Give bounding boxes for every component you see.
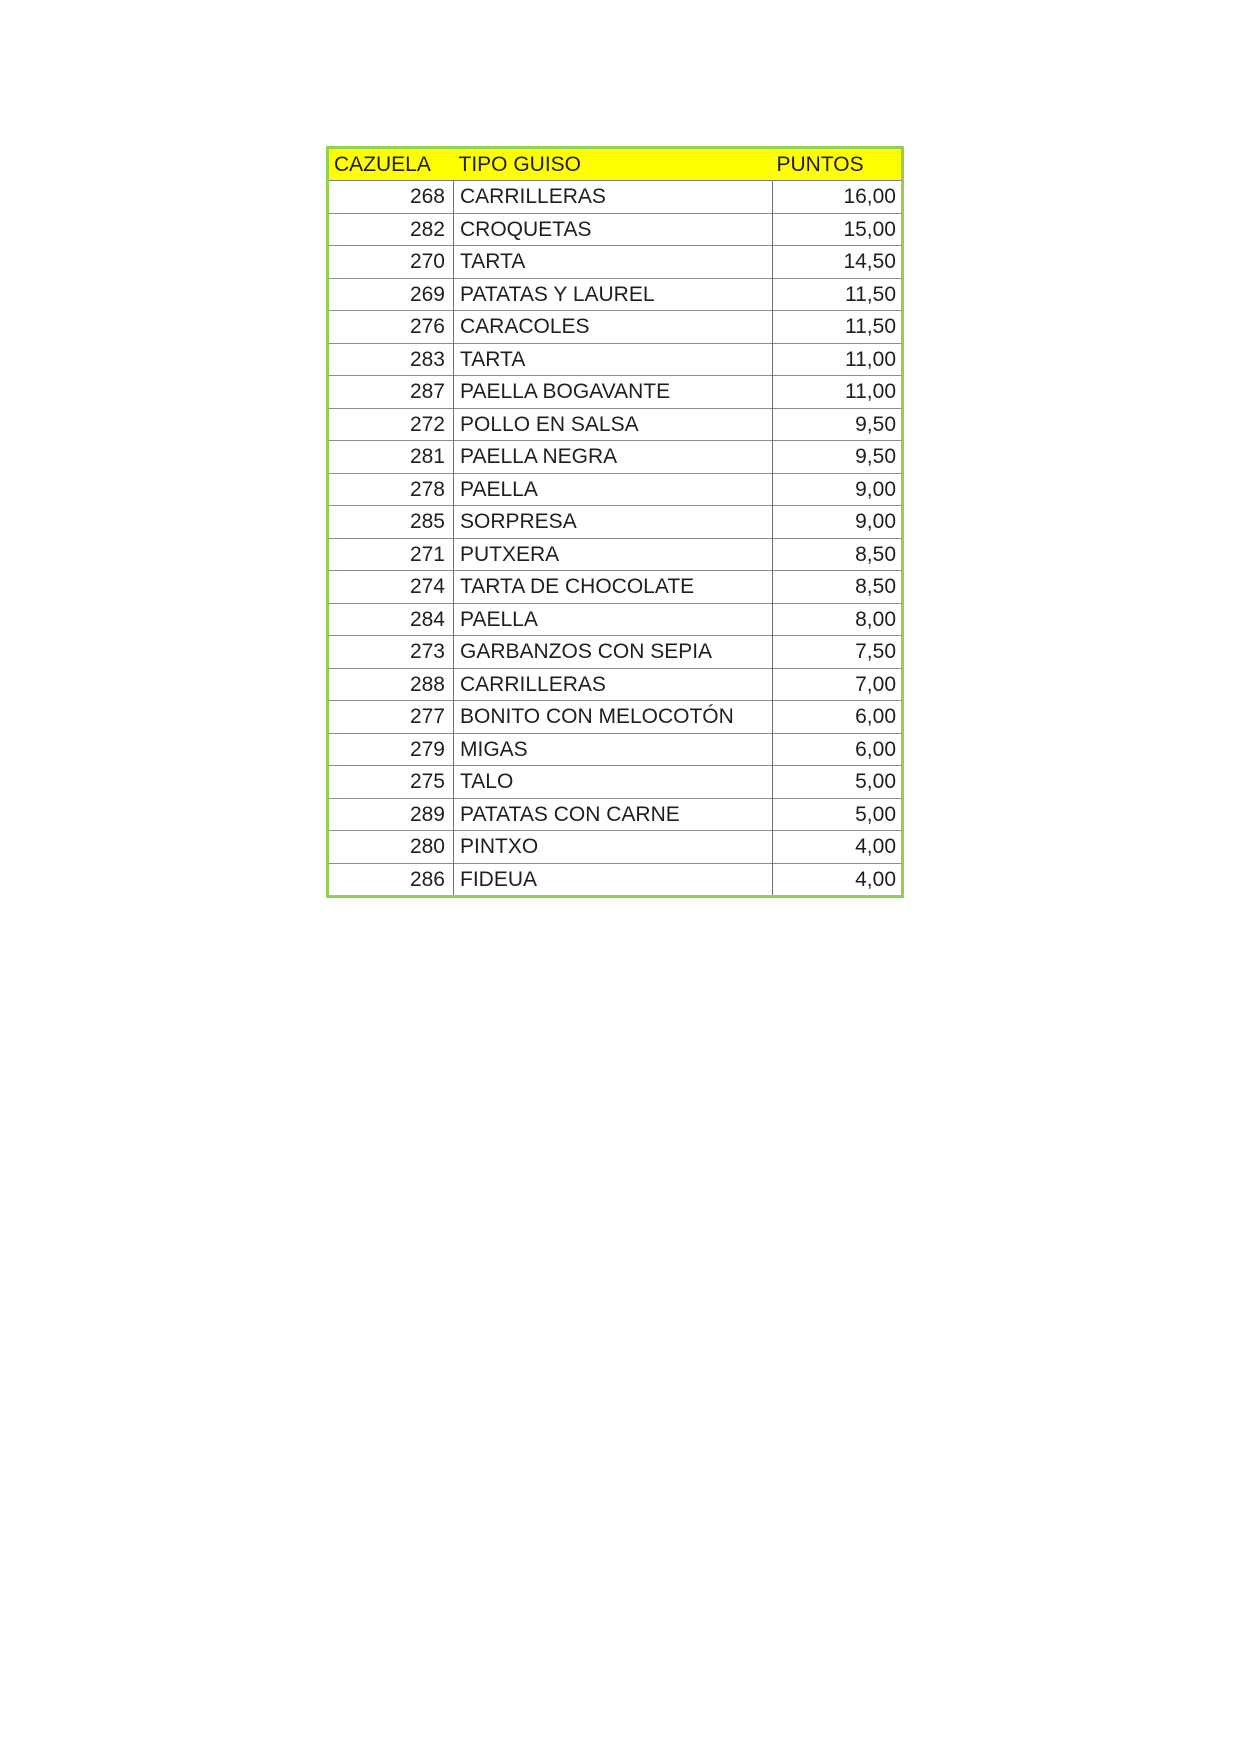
cell-tipo-guiso: PUTXERA xyxy=(454,538,773,571)
cazuelas-scores-table xyxy=(326,146,904,898)
cell-tipo-guiso: MIGAS xyxy=(454,733,773,766)
cell-tipo-guiso: PAELLA xyxy=(454,603,773,636)
cell-cazuela-number: 269 xyxy=(328,278,454,311)
cell-cazuela-number: 271 xyxy=(328,538,454,571)
cell-tipo-guiso: PAELLA xyxy=(454,473,773,506)
cell-puntos: 11,50 xyxy=(773,311,903,344)
table-row xyxy=(328,636,903,669)
cell-tipo-guiso: CARACOLES xyxy=(454,311,773,344)
cell-tipo-guiso: PINTXO xyxy=(454,831,773,864)
cell-puntos: 14,50 xyxy=(773,246,903,279)
cell-cazuela-number: 278 xyxy=(328,473,454,506)
table-row xyxy=(328,831,903,864)
table-header-row xyxy=(328,148,903,181)
cell-puntos: 5,00 xyxy=(773,766,903,799)
cell-puntos: 9,50 xyxy=(773,441,903,474)
cell-puntos: 11,00 xyxy=(773,376,903,409)
cell-puntos: 11,00 xyxy=(773,343,903,376)
cell-cazuela-number: 285 xyxy=(328,506,454,539)
table-row xyxy=(328,278,903,311)
cell-puntos: 5,00 xyxy=(773,798,903,831)
cell-cazuela-number: 282 xyxy=(328,213,454,246)
cell-tipo-guiso: TARTA xyxy=(454,343,773,376)
cell-puntos: 7,00 xyxy=(773,668,903,701)
cell-puntos: 4,00 xyxy=(773,831,903,864)
cell-cazuela-number: 289 xyxy=(328,798,454,831)
cell-tipo-guiso: PATATAS Y LAUREL xyxy=(454,278,773,311)
cell-cazuela-number: 279 xyxy=(328,733,454,766)
table-row xyxy=(328,441,903,474)
cell-cazuela-number: 270 xyxy=(328,246,454,279)
table-row xyxy=(328,311,903,344)
cell-cazuela-number: 275 xyxy=(328,766,454,799)
table-body xyxy=(328,181,903,897)
cell-cazuela-number: 276 xyxy=(328,311,454,344)
cell-cazuela-number: 273 xyxy=(328,636,454,669)
table-row xyxy=(328,798,903,831)
cell-tipo-guiso: TARTA DE CHOCOLATE xyxy=(454,571,773,604)
table-row xyxy=(328,571,903,604)
cell-puntos: 4,00 xyxy=(773,863,903,897)
table-row xyxy=(328,766,903,799)
cell-tipo-guiso: PAELLA BOGAVANTE xyxy=(454,376,773,409)
cell-tipo-guiso: TARTA xyxy=(454,246,773,279)
cell-tipo-guiso: PAELLA NEGRA xyxy=(454,441,773,474)
table-row xyxy=(328,701,903,734)
cell-tipo-guiso: PATATAS CON CARNE xyxy=(454,798,773,831)
table-row xyxy=(328,376,903,409)
column-header-tipo-guiso: TIPO GUISO xyxy=(454,148,773,181)
cell-puntos: 9,00 xyxy=(773,473,903,506)
table-row xyxy=(328,408,903,441)
cell-tipo-guiso: POLLO EN SALSA xyxy=(454,408,773,441)
cell-cazuela-number: 286 xyxy=(328,863,454,897)
cell-tipo-guiso: GARBANZOS CON SEPIA xyxy=(454,636,773,669)
cell-puntos: 8,50 xyxy=(773,571,903,604)
table-row xyxy=(328,181,903,214)
cell-puntos: 6,00 xyxy=(773,701,903,734)
cell-cazuela-number: 268 xyxy=(328,181,454,214)
table-row xyxy=(328,506,903,539)
cell-tipo-guiso: BONITO CON MELOCOTÓN xyxy=(454,701,773,734)
column-header-cazuela: CAZUELA xyxy=(328,148,454,181)
cell-puntos: 11,50 xyxy=(773,278,903,311)
cell-puntos: 16,00 xyxy=(773,181,903,214)
table-row xyxy=(328,473,903,506)
table-row xyxy=(328,538,903,571)
cell-cazuela-number: 283 xyxy=(328,343,454,376)
cell-tipo-guiso: CROQUETAS xyxy=(454,213,773,246)
column-header-puntos: PUNTOS xyxy=(773,148,903,181)
table-row xyxy=(328,603,903,636)
cell-puntos: 7,50 xyxy=(773,636,903,669)
cell-cazuela-number: 280 xyxy=(328,831,454,864)
cell-puntos: 8,50 xyxy=(773,538,903,571)
table-row xyxy=(328,213,903,246)
cell-puntos: 9,00 xyxy=(773,506,903,539)
cell-cazuela-number: 287 xyxy=(328,376,454,409)
table-row xyxy=(328,343,903,376)
cell-puntos: 9,50 xyxy=(773,408,903,441)
cell-cazuela-number: 284 xyxy=(328,603,454,636)
cell-cazuela-number: 272 xyxy=(328,408,454,441)
cell-puntos: 15,00 xyxy=(773,213,903,246)
cell-cazuela-number: 274 xyxy=(328,571,454,604)
cell-tipo-guiso: CARRILLERAS xyxy=(454,181,773,214)
cell-tipo-guiso: TALO xyxy=(454,766,773,799)
cell-tipo-guiso: SORPRESA xyxy=(454,506,773,539)
cell-cazuela-number: 288 xyxy=(328,668,454,701)
table-row xyxy=(328,863,903,897)
table-row xyxy=(328,733,903,766)
cell-cazuela-number: 281 xyxy=(328,441,454,474)
cell-puntos: 6,00 xyxy=(773,733,903,766)
table-row xyxy=(328,668,903,701)
cell-tipo-guiso: FIDEUA xyxy=(454,863,773,897)
cell-tipo-guiso: CARRILLERAS xyxy=(454,668,773,701)
cell-cazuela-number: 277 xyxy=(328,701,454,734)
table-row xyxy=(328,246,903,279)
cell-puntos: 8,00 xyxy=(773,603,903,636)
